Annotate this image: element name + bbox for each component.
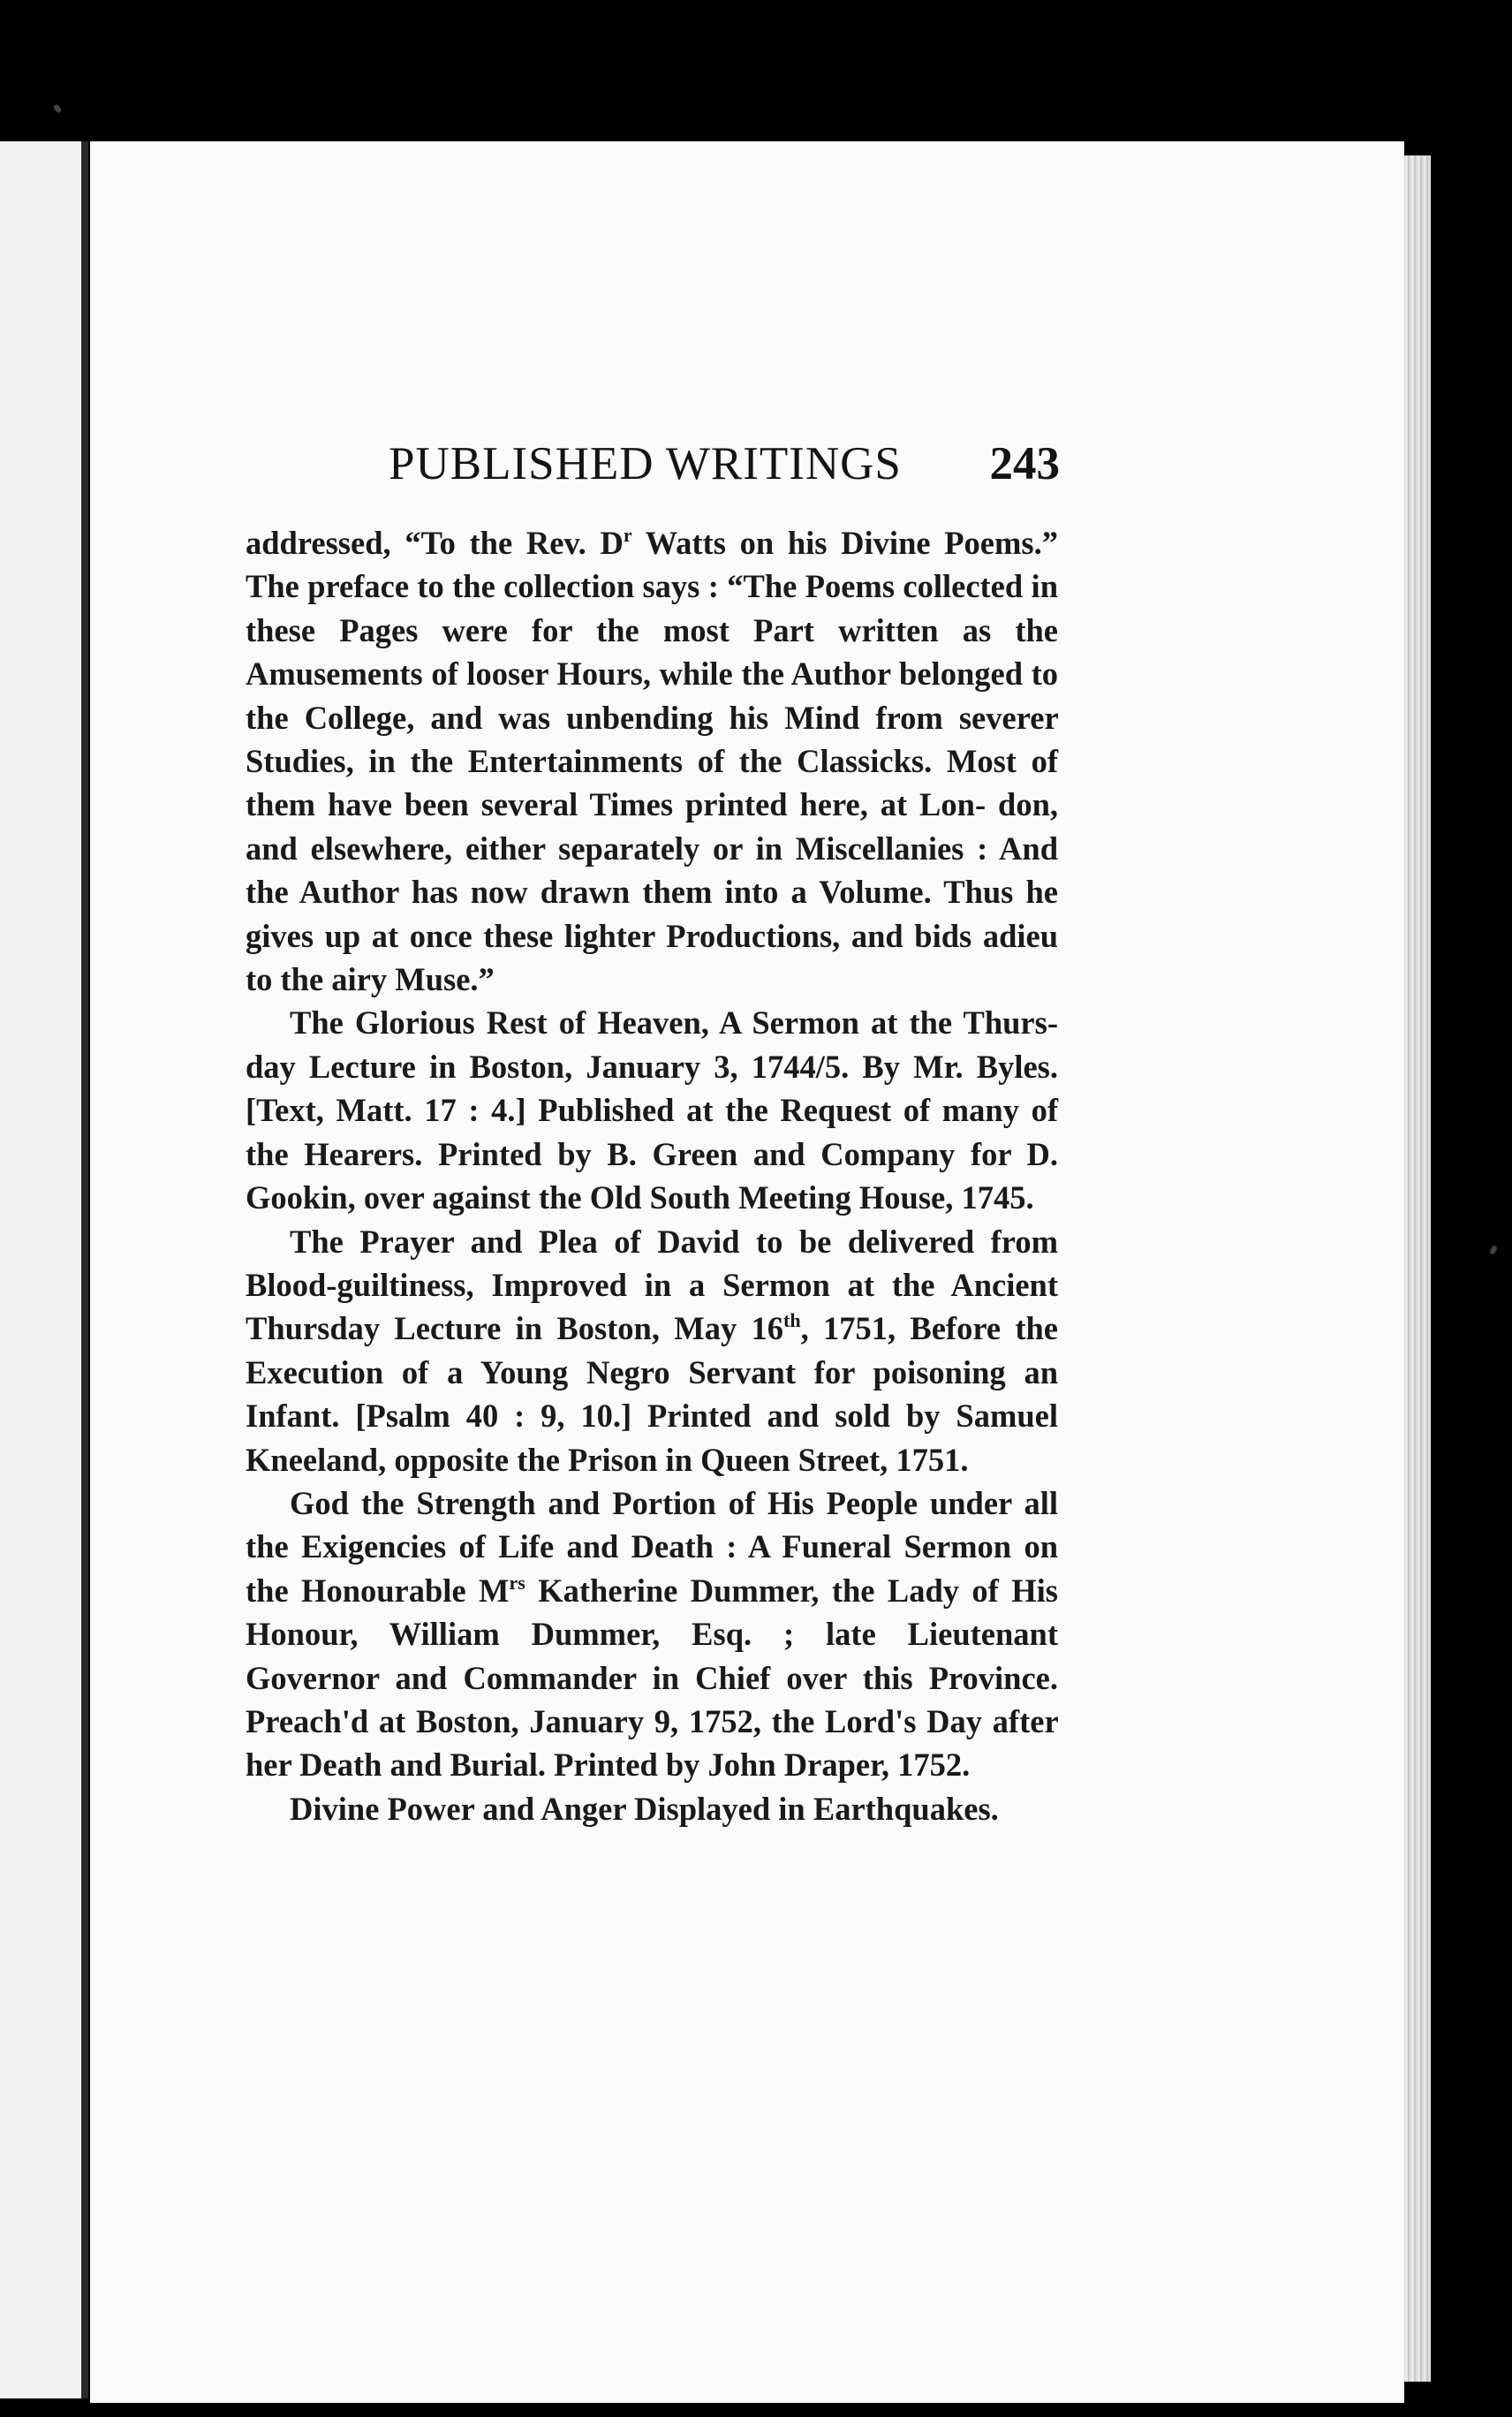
text-line: Infant. [Psalm 40 : 9, 10.] Printed and sold by Samuel	[246, 1398, 1058, 1435]
running-head: PUBLISHED WRITINGS	[389, 438, 902, 489]
paragraph	[246, 1787, 1058, 1830]
body-text	[246, 521, 1058, 1830]
text-line: God the Strength and Portion of His People under	[290, 1484, 1012, 1521]
paragraph	[246, 1220, 1058, 1481]
text-line: [Text, Matt. 17 : 4.] Published at the Request of many	[246, 1092, 1019, 1129]
page-stack-edge	[1404, 155, 1431, 2382]
text-line: Studies, in the Entertainments of the Classicks. Most	[246, 743, 1017, 780]
text-line: Blood-guiltiness, Improved in a Sermon at the Ancient	[246, 1266, 1058, 1303]
text-line: D. Gookin, over against the Old South Meeting House,	[246, 1135, 1059, 1216]
text-line: to the College, and was unbending his Mind from severer	[246, 655, 1059, 736]
text-line: her Death and Burial. Printed by John Draper, 1752.	[246, 1746, 971, 1784]
paragraph	[246, 1001, 1058, 1219]
facing-page-edge	[0, 141, 88, 2398]
superscript: r	[623, 524, 632, 546]
scan-speck	[52, 103, 62, 114]
text-line: on the Honourable M	[246, 1528, 1059, 1609]
superscript: th	[783, 1309, 801, 1332]
page-number: 243	[989, 438, 1060, 489]
paragraph	[246, 521, 1058, 1001]
page-header	[389, 437, 1060, 499]
text-line: His Honour, William Dummer, Esq. ; late Lieutenant	[246, 1572, 1058, 1653]
text-line: of them have been several Times printed here, at Lon-	[246, 743, 1058, 823]
text-line: Preach'd at Boston, January 9, 1752, the Lord's Day after	[246, 1702, 1058, 1739]
text-line: all the Exigencies of Life and Death : A Funeral Sermon	[246, 1484, 1059, 1565]
text-line: in these Pages were for the most Part written as the	[246, 568, 1058, 648]
text-line: 1745.	[961, 1179, 1034, 1216]
superscript: rs	[509, 1571, 525, 1594]
text-line: The preface to the collection says : “The Poems collected	[246, 568, 1024, 605]
text-line: Governor and Commander in Chief over this Province.	[246, 1659, 1058, 1696]
paragraph	[246, 1481, 1058, 1787]
scan-speck	[1489, 1245, 1498, 1255]
text-line: Thus he gives up at once these lighter Productions, and	[246, 874, 1059, 954]
text-line: Watts on his Divine Poems.”	[631, 525, 1058, 561]
text-line: The Glorious Rest of Heaven, A Sermon at the Thurs-	[290, 1004, 1058, 1042]
text-line: And the Author has now drawn them into a Volume.	[246, 830, 1058, 911]
text-line: bids adieu to the airy Muse.”	[246, 917, 1059, 998]
text-line: , 1751, Before the	[800, 1310, 1058, 1347]
text-line: Katherine Dummer, the Lady of	[525, 1572, 999, 1609]
text-line: addressed, “To the Rev. D	[246, 525, 624, 561]
text-line: Execution of a Young Negro Servant for poisoning an	[246, 1353, 1058, 1390]
text-line: Kneeland, opposite the Prison in Queen Street, 1751.	[246, 1441, 969, 1478]
text-line: day Lecture in Boston, January 3, 1744/5. By Mr. Byles.	[246, 1048, 1058, 1085]
text-line: don, and elsewhere, either separately or in Miscellanies :	[246, 786, 1058, 867]
text-line: Amusements of looser Hours, while the Author belonged	[246, 655, 1023, 693]
text-line: Divine Power and Anger Displayed in Earthquakes.	[290, 1790, 999, 1827]
text-line: Thursday Lecture in Boston, May 16	[246, 1310, 783, 1347]
text-line: The Prayer and Plea of David to be delivered from	[290, 1223, 1058, 1260]
text-line: of the Hearers. Printed by B. Green and Company for	[246, 1092, 1058, 1172]
